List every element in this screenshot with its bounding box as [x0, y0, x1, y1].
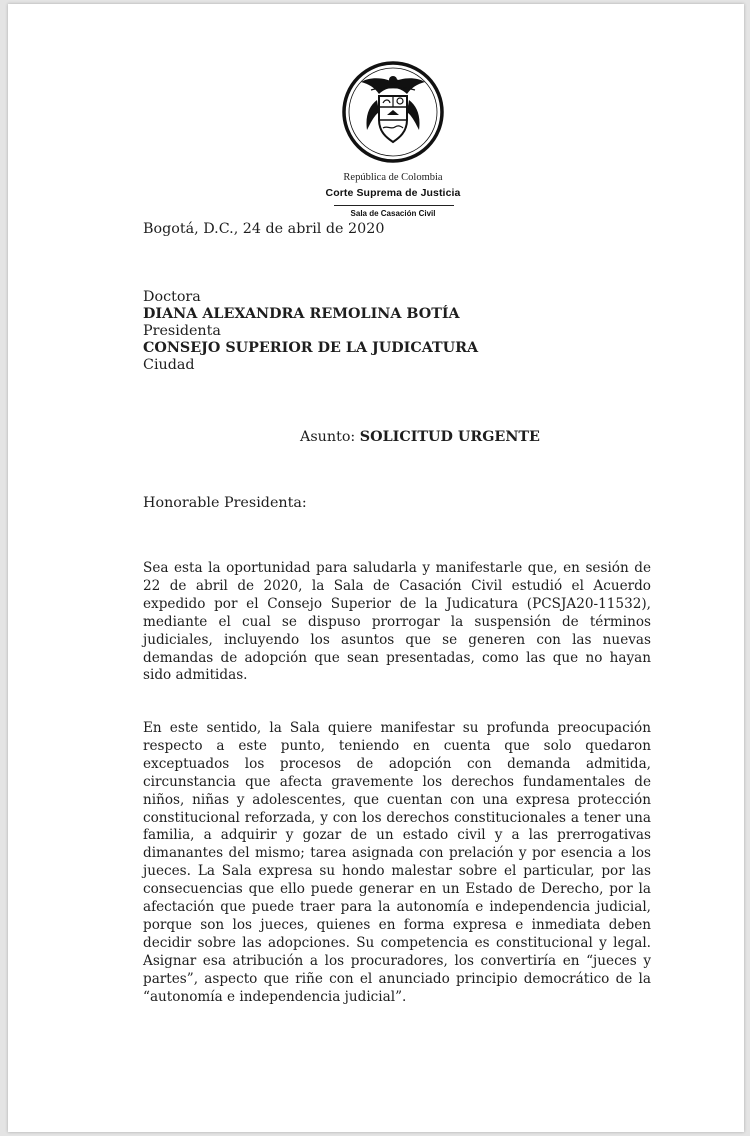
place-date: Bogotá, D.C., 24 de abril de 2020	[143, 221, 385, 237]
letter-page	[8, 4, 744, 1132]
coat-of-arms-icon	[341, 60, 445, 164]
subject-line	[300, 429, 540, 445]
letterhead-chamber: Sala de Casación Civil	[350, 209, 436, 218]
recipient-name: DIANA ALEXANDRA REMOLINA BOTÍA	[143, 306, 460, 322]
recipient-city: Ciudad	[143, 357, 195, 373]
subject-label: Asunto:	[300, 429, 360, 445]
body-paragraph: Sea esta la oportunidad para saludarla y manifestarle que, en sesión de 22 de abril de 2020, la Sala de Casación Civil estudió el Acuerdo expedido por el Consejo Superior de la Judicatura (PCSJA20-11532), mediante el cual se dispuso prorrogar la suspensión de términos judiciales, incluyendo los asuntos que se generen con las nuevas demandas de adopción que sean presentadas, como las que no hayan sido admitidas.	[143, 560, 651, 684]
recipient-institution: CONSEJO SUPERIOR DE LA JUDICATURA	[143, 340, 479, 356]
letterhead	[8, 60, 744, 222]
recipient-title: Doctora	[143, 289, 201, 305]
letterhead-court: Corte Suprema de Justicia	[325, 187, 461, 199]
subject-value: SOLICITUD URGENTE	[359, 429, 540, 445]
body-paragraph: En este sentido, la Sala quiere manifestar su profunda preocupación respecto a este punto, teniendo en cuenta que solo quedaron exceptuados los procesos de adopción con demanda admitida, circunstancia que afecta gravemente los derechos fundamentales de niños, niñas y adolescentes, que cuentan con una expresa protección constitucional reforzada, y con los derechos constitucionales a tener una familia, a adquirir y gozar de un estado civil y a las prerrogativas dimanantes del mismo; tarea asignada con prelación y por esencia a los jueces. La Sala expresa su hondo malestar sobre el particular, por las consecuencias que ello puede generar en un Estado de Derecho, por la afectación que puede traer para la autonomía e independencia judicial, porque son los jueces, quienes en forma expresa e inmediata deben decidir sobre las adopciones. Su competencia es constitucional y legal. Asignar esa atribución a los procuradores, los convertiría en “jueces y partes”, aspecto que riñe con el anunciado principio democrático de la “autonomía e independencia judicial”.	[143, 720, 651, 1005]
recipient-block	[143, 289, 478, 374]
greeting: Honorable Presidenta:	[143, 495, 307, 511]
letterhead-country: República de Colombia	[343, 172, 443, 183]
letterhead-divider	[334, 205, 454, 206]
recipient-position: Presidenta	[143, 323, 221, 339]
